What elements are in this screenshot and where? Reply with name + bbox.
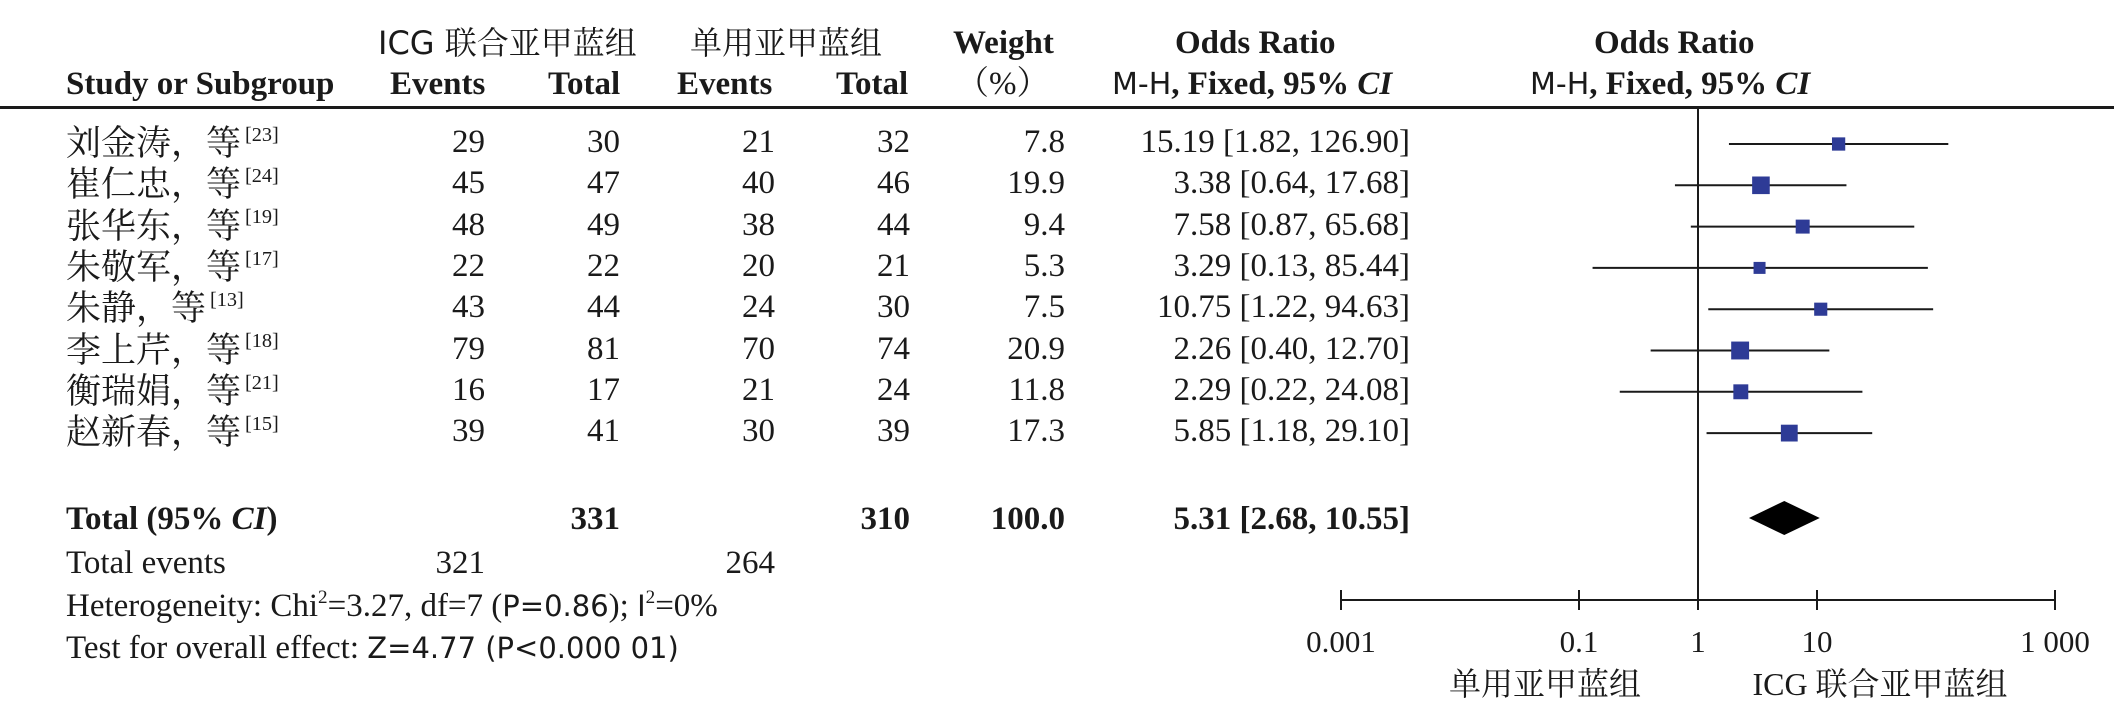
point-marker xyxy=(1796,220,1810,234)
study-or-ci: 2.29 [0.22, 24.08] xyxy=(1173,371,1410,408)
study-name: 崔仁忠，等 [24] xyxy=(66,165,279,205)
x-tick-label: 0.1 xyxy=(1559,624,1599,659)
total-header-g1: Total xyxy=(548,66,621,102)
study-weight: 5.3 xyxy=(1023,247,1065,284)
study-weight: 11.8 xyxy=(1008,371,1065,408)
study-name: 刘金涛，等 [23] xyxy=(66,123,279,163)
study-name: 李上芹，等 [18] xyxy=(66,330,279,370)
study-or-ci: 7.58 [0.87, 65.68] xyxy=(1173,206,1410,243)
study-name: 赵新春，等 [15] xyxy=(66,412,279,453)
study-total-g2: 74 xyxy=(877,330,910,367)
point-marker xyxy=(1731,342,1749,360)
study-events-g1: 39 xyxy=(452,413,485,450)
study-or-ci: 5.85 [1.18, 29.10] xyxy=(1173,413,1410,450)
total-row-or: 5.31 [2.68, 10.55] xyxy=(1173,501,1410,537)
study-weight: 9.4 xyxy=(1023,206,1065,243)
study-weight: 7.5 xyxy=(1023,289,1065,326)
study-total-g2: 46 xyxy=(877,165,910,202)
or-method-header-plot: M-H, Fixed, 95% CI xyxy=(1530,66,1811,102)
study-name: 衡瑞娟，等 [21] xyxy=(66,371,279,411)
study-events-g1: 22 xyxy=(452,247,485,284)
point-marker xyxy=(1752,177,1770,195)
group2-header: 单用亚甲蓝组 xyxy=(690,24,883,62)
heterogeneity-text: Heterogeneity: Chi$^2$=3.27, df=7 (P=0.86); $I^2=0\%$ xyxy=(66,586,718,624)
study-or-ci: 15.19 [1.82, 126.90] xyxy=(1140,124,1410,160)
x-tick-label: 10 xyxy=(1801,624,1833,659)
study-events-g2: 30 xyxy=(742,413,775,450)
point-marker xyxy=(1832,137,1845,150)
total-row-weight: 100.0 xyxy=(990,501,1065,537)
study-total-g2: 30 xyxy=(877,289,910,326)
study-total-g1: 22 xyxy=(587,247,620,284)
point-marker xyxy=(1781,425,1798,442)
x-tick-label: 1 xyxy=(1690,624,1706,659)
x-tick-label: 1 000 xyxy=(2020,624,2090,659)
overall-effect-text: Test for overall effect: Z=4.77 (P<0.000 01) xyxy=(66,630,679,666)
study-total-g2: 21 xyxy=(877,247,910,284)
study-events-g1: 45 xyxy=(452,165,485,202)
or-plot-header: Odds Ratio xyxy=(1594,25,1755,61)
total-events-label: Total events xyxy=(66,545,226,581)
study-or-ci: 3.29 [0.13, 85.44] xyxy=(1173,247,1410,284)
study-total-g1: 41 xyxy=(587,413,620,450)
study-total-g1: 44 xyxy=(587,289,620,326)
study-total-g2: 32 xyxy=(877,124,910,160)
study-total-g1: 30 xyxy=(587,124,620,160)
total-events-g1: 321 xyxy=(435,545,485,581)
point-marker xyxy=(1754,262,1766,274)
study-total-g2: 39 xyxy=(877,413,910,450)
total-events-g2: 264 xyxy=(725,545,775,581)
study-events-g2: 70 xyxy=(742,330,775,367)
point-marker xyxy=(1733,384,1748,399)
study-events-g1: 79 xyxy=(452,330,485,367)
study-subgroup-header: Study or Subgroup xyxy=(66,66,335,102)
weight-unit-header: （%） xyxy=(956,66,1050,102)
pooled-diamond xyxy=(1749,501,1820,535)
or-table-header: Odds Ratio xyxy=(1175,25,1336,61)
study-or-ci: 2.26 [0.40, 12.70] xyxy=(1173,330,1410,367)
point-marker xyxy=(1814,303,1827,316)
total-row-total-g2: 310 xyxy=(860,501,910,537)
favours-right-label: ICG 联合亚甲蓝组 xyxy=(1752,666,2008,702)
study-events-g2: 38 xyxy=(742,206,775,243)
events-header-g2: Events xyxy=(677,66,773,102)
study-events-g1: 48 xyxy=(452,206,485,243)
total-row-label: Total (95% CI) xyxy=(66,501,278,537)
weight-header: Weight xyxy=(953,25,1054,61)
study-name: 张华东，等 [19] xyxy=(66,206,279,246)
study-weight: 7.8 xyxy=(1023,124,1065,160)
events-header-g1: Events xyxy=(390,66,486,102)
study-or-ci: 10.75 [1.22, 94.63] xyxy=(1157,289,1410,326)
study-events-g1: 16 xyxy=(452,371,485,408)
study-total-g1: 17 xyxy=(587,371,620,408)
study-name: 朱敬军，等 [17] xyxy=(66,247,279,287)
study-weight: 19.9 xyxy=(1007,165,1065,202)
study-events-g1: 43 xyxy=(452,289,485,326)
study-events-g2: 24 xyxy=(742,289,775,326)
x-tick-label: 0.001 xyxy=(1306,624,1376,659)
study-total-g1: 47 xyxy=(587,165,620,202)
study-weight: 20.9 xyxy=(1007,330,1065,367)
study-total-g1: 81 xyxy=(587,330,620,367)
study-events-g2: 21 xyxy=(742,124,775,160)
or-method-header-table: M-H, Fixed, 95% CI xyxy=(1112,66,1393,102)
study-events-g2: 40 xyxy=(742,165,775,202)
study-weight: 17.3 xyxy=(1007,413,1065,450)
total-header-g2: Total xyxy=(836,66,909,102)
study-events-g2: 21 xyxy=(742,371,775,408)
group1-header: ICG 联合亚甲蓝组 xyxy=(378,24,637,62)
study-or-ci: 3.38 [0.64, 17.68] xyxy=(1173,165,1410,202)
study-total-g1: 49 xyxy=(587,206,620,243)
study-name: 朱静，等 [13] xyxy=(66,288,244,329)
study-events-g1: 29 xyxy=(452,124,485,160)
total-row-total-g1: 331 xyxy=(570,501,620,537)
study-total-g2: 24 xyxy=(877,371,910,408)
study-total-g2: 44 xyxy=(877,206,910,243)
study-events-g2: 20 xyxy=(742,247,775,284)
favours-left-label: 单用亚甲蓝组 xyxy=(1448,666,1641,702)
